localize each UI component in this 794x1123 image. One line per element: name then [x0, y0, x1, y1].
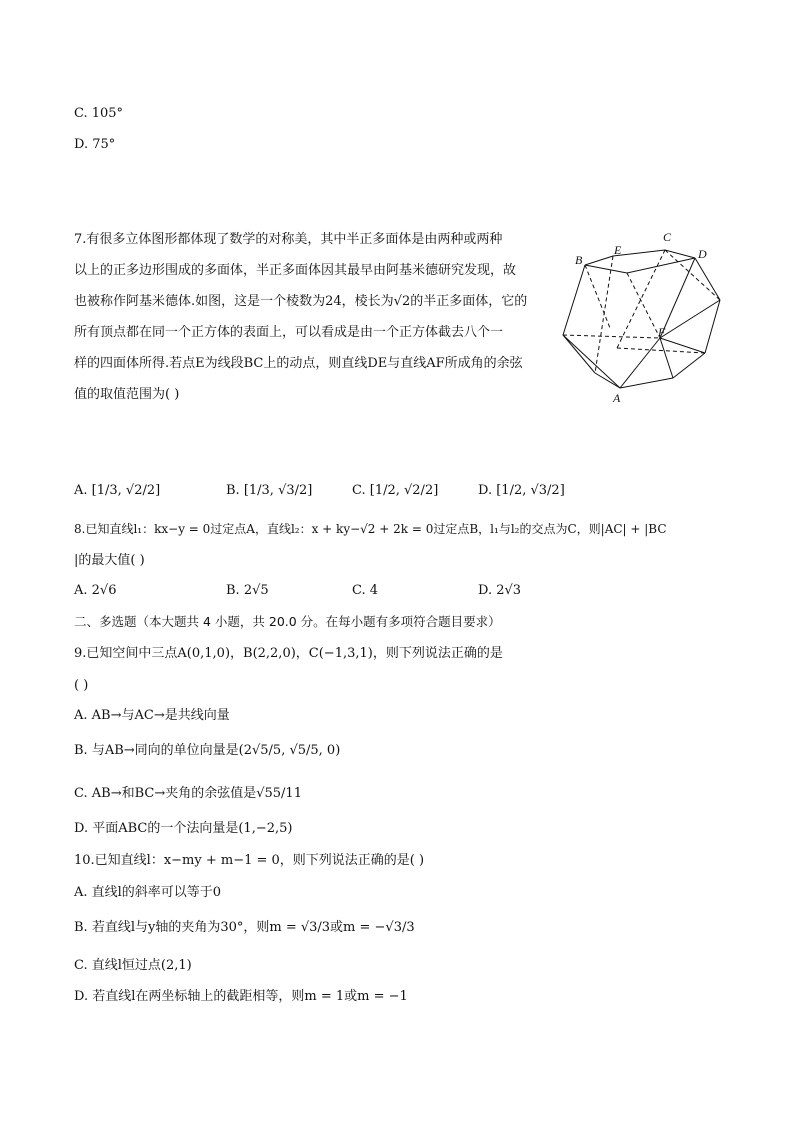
- q9-option-c: C. AB→和BC→夹角的余弦值是√55/11: [74, 786, 302, 801]
- q6-option-c: C. 105°: [74, 106, 124, 121]
- q8-option-d: D. 2√3: [478, 583, 522, 598]
- q7-line: 值的取值范围为( ): [74, 387, 180, 402]
- q7-line: 所有顶点都在同一个正方体的表面上，可以看成是由一个正方体截去八个一: [74, 325, 504, 340]
- label-D: D: [698, 247, 707, 261]
- section-2-heading: 二、多选题（本大题共 4 小题，共 20.0 分。在每小题有多项符合题目要求）: [74, 614, 501, 629]
- q8-line-1: 8.已知直线l₁：kx−y = 0过定点A，直线l₂：x + ky−√2 + 2k = 0过定点B，l₁与l₂的交点为C，则|AC| + |BC: [74, 522, 667, 536]
- q8-option-b: B. 2√5: [226, 583, 269, 598]
- q8-option-a: A. 2√6: [74, 583, 117, 598]
- q9-line-2: ( ): [74, 678, 89, 693]
- q7-option-d: D. [1/2, √3/2]: [478, 483, 565, 498]
- label-F: F: [658, 325, 666, 339]
- q7-line: 也被称作阿基米德体.如图，这是一个棱数为24，棱长为√2的半正多面体，它的: [74, 294, 528, 309]
- q9-option-b: B. 与AB→同向的单位向量是(2√5/5, √5/5, 0): [74, 743, 341, 758]
- q7-line: 以上的正多边形围成的多面体，半正多面体因其最早由阿基米德研究发现，故: [74, 263, 517, 278]
- q10-option-a: A. 直线l的斜率可以等于0: [74, 885, 222, 900]
- q9-option-a: A. AB→与AC→是共线向量: [74, 708, 230, 723]
- q7-option-c: C. [1/2, √2/2]: [352, 483, 439, 498]
- q7-option-a: A. [1/3, √2/2]: [74, 483, 161, 498]
- label-B: B: [575, 253, 583, 267]
- q10-option-c: C. 直线l恒过点(2,1): [74, 958, 192, 973]
- label-A: A: [613, 391, 621, 405]
- label-C: C: [663, 230, 672, 244]
- q10-option-b: B. 若直线l与y轴的夹角为30°，则m = √3/3或m = −√3/3: [74, 920, 415, 935]
- question-7-text: [74, 224, 544, 410]
- q7-line: 7.有很多立体图形都体现了数学的对称美，其中半正多面体是由两种或两种: [74, 232, 503, 247]
- label-E: E: [614, 243, 622, 257]
- q7-line: 样的四面体所得.若点E为线段BC上的动点，则直线DE与直线AF所成角的余弦: [74, 356, 523, 371]
- q6-option-d: D. 75°: [74, 137, 116, 152]
- q9-line-1: 9.已知空间中三点A(0,1,0)，B(2,2,0)，C(−1,3,1)，则下列说法正确的是: [74, 646, 503, 661]
- polyhedron-svg: [555, 228, 730, 408]
- q7-option-b: B. [1/3, √3/2]: [226, 483, 313, 498]
- q10-line-1: 10.已知直线l：x−my + m−1 = 0，则下列说法正确的是( ): [74, 853, 425, 868]
- q8-option-c: C. 4: [352, 583, 379, 598]
- q8-options: [74, 582, 534, 600]
- q8-line-2: |的最大值( ): [74, 553, 145, 568]
- q7-options: [74, 482, 565, 500]
- q9-option-d: D. 平面ABC的一个法向量是(1,−2,5): [74, 821, 293, 836]
- semiregular-polyhedron-figure: [555, 228, 730, 408]
- q10-option-d: D. 若直线l在两坐标轴上的截距相等，则m = 1或m = −1: [74, 989, 408, 1004]
